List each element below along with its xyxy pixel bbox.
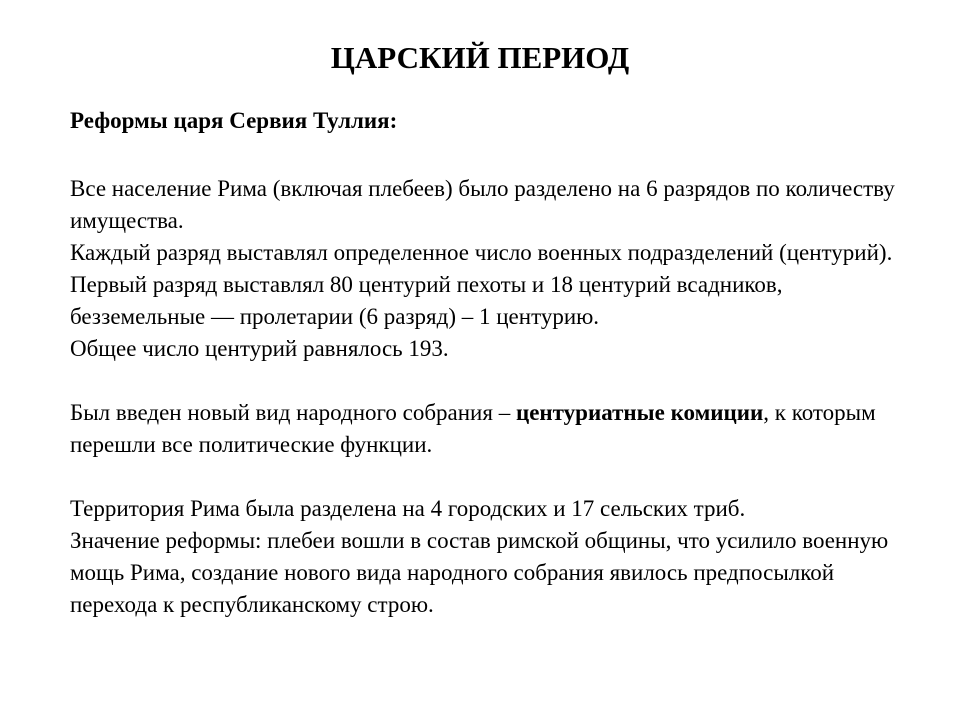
comitia-term: центуриатные комиции (515, 400, 764, 425)
paragraph-total-centuries: Общее число центурий равнялось 193. (70, 336, 449, 361)
paragraph-tribes: Территория Рима была разделена на 4 городских и 17 сельских триб. (70, 496, 746, 521)
comitia-text-before: Был введен новый вид народного собрания – (70, 400, 516, 425)
paragraph-first-class: Первый разряд выставлял 80 центурий пехоты и 18 центурий всадников, безземельные — пролетарии (6 разряд) – 1 центурию. (70, 272, 783, 329)
paragraph-population-division: Все население Рима (включая плебеев) было разделено на 6 разрядов по количеству имущества. (70, 176, 895, 233)
slide-title: ЦАРСКИЙ ПЕРИОД (330, 40, 630, 75)
slide-subtitle: Реформы царя Сервия Туллия: (70, 108, 398, 133)
slide-body (70, 173, 920, 621)
paragraph-reform-significance: Значение реформы: плебеи вошли в состав римской общины, что усилило военную мощь Рима, создание нового вида народного собрания явилось предпосылкой перехода к республиканскому строю. (70, 528, 889, 617)
spacer (70, 365, 920, 397)
paragraph-comitia (70, 397, 920, 461)
spacer (70, 461, 920, 493)
comitia-text-after: , к которым перешли все политические функции. (70, 400, 876, 457)
paragraph-centuries: Каждый разряд выставлял определенное число военных подразделений (центурий). (70, 240, 893, 265)
